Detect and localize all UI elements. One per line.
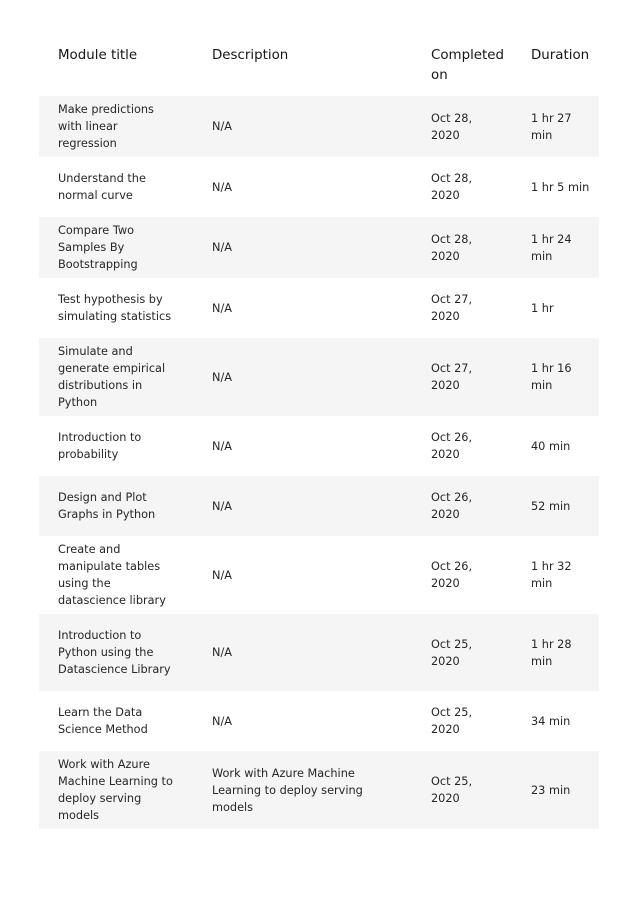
module-title-cell: Test hypothesis by simulating statistics — [58, 293, 172, 323]
header-completed-on: Completed on — [431, 48, 505, 83]
header-module-title: Module title — [58, 48, 138, 63]
table-row — [39, 278, 599, 338]
completed-on-cell: Oct 28, 2020 — [412, 217, 512, 278]
duration-cell: 1 hr 5 min — [531, 180, 590, 194]
module-title-cell: Introduction to Python using the Datascience Library — [39, 614, 193, 691]
module-title-cell: Compare Two Samples By Bootstrapping — [39, 217, 193, 278]
completed-on-cell: Oct 28, 2020 — [412, 96, 512, 157]
description-cell: N/A — [212, 439, 232, 453]
table-row — [39, 691, 599, 751]
module-title-cell: Design and Plot Graphs in Python — [39, 476, 193, 536]
description-cell: N/A — [212, 568, 232, 582]
description-cell: N/A — [212, 714, 232, 728]
duration-cell: 23 min — [512, 751, 599, 829]
description-cell: N/A — [193, 476, 412, 536]
description-cell: N/A — [193, 96, 412, 157]
completed-on-cell: Oct 26, 2020 — [431, 431, 473, 461]
duration-cell: 1 hr 16 min — [512, 338, 599, 416]
completed-on-cell: Oct 25, 2020 — [431, 706, 473, 736]
description-cell: N/A — [212, 180, 232, 194]
header-duration: Duration — [531, 48, 590, 63]
description-cell: N/A — [193, 217, 412, 278]
completed-on-cell: Oct 27, 2020 — [412, 338, 512, 416]
duration-cell: 1 hr 32 min — [531, 560, 572, 590]
completed-on-cell: Oct 25, 2020 — [412, 751, 512, 829]
module-title-cell: Make predictions with linear regression — [39, 96, 193, 157]
completed-on-cell: Oct 28, 2020 — [431, 172, 473, 202]
duration-cell: 1 hr 27 min — [512, 96, 599, 157]
duration-cell: 1 hr 28 min — [512, 614, 599, 691]
table-row — [39, 96, 599, 157]
module-title-cell: Create and manipulate tables using the datascience library — [58, 543, 166, 607]
description-cell: Work with Azure Machine Learning to deploy serving models — [193, 751, 412, 829]
table-row — [39, 217, 599, 278]
header-row — [39, 36, 599, 96]
table-row — [39, 751, 599, 829]
duration-cell: 34 min — [531, 714, 571, 728]
module-title-cell: Learn the Data Science Method — [58, 706, 148, 736]
description-cell: N/A — [212, 301, 232, 315]
table-row — [39, 536, 599, 614]
module-title-cell: Understand the normal curve — [58, 172, 146, 202]
description-cell: N/A — [193, 338, 412, 416]
table-row — [39, 338, 599, 416]
table-row — [39, 614, 599, 691]
table-header — [39, 36, 599, 96]
module-title-cell: Simulate and generate empirical distributions in Python — [39, 338, 193, 416]
table-row — [39, 157, 599, 217]
table-row — [39, 416, 599, 476]
duration-cell: 1 hr 24 min — [512, 217, 599, 278]
module-title-cell: Introduction to probability — [58, 431, 142, 461]
completed-on-cell: Oct 26, 2020 — [412, 476, 512, 536]
completed-on-cell: Oct 27, 2020 — [431, 293, 473, 323]
table-body — [39, 96, 599, 829]
header-description: Description — [212, 48, 289, 63]
modules-table — [39, 36, 599, 829]
description-cell: N/A — [193, 614, 412, 691]
completed-on-cell: Oct 26, 2020 — [431, 560, 473, 590]
duration-cell: 52 min — [512, 476, 599, 536]
table-row — [39, 476, 599, 536]
completed-on-cell: Oct 25, 2020 — [412, 614, 512, 691]
module-title-cell: Work with Azure Machine Learning to deploy serving models — [39, 751, 193, 829]
duration-cell: 1 hr — [531, 301, 554, 315]
duration-cell: 40 min — [531, 439, 571, 453]
